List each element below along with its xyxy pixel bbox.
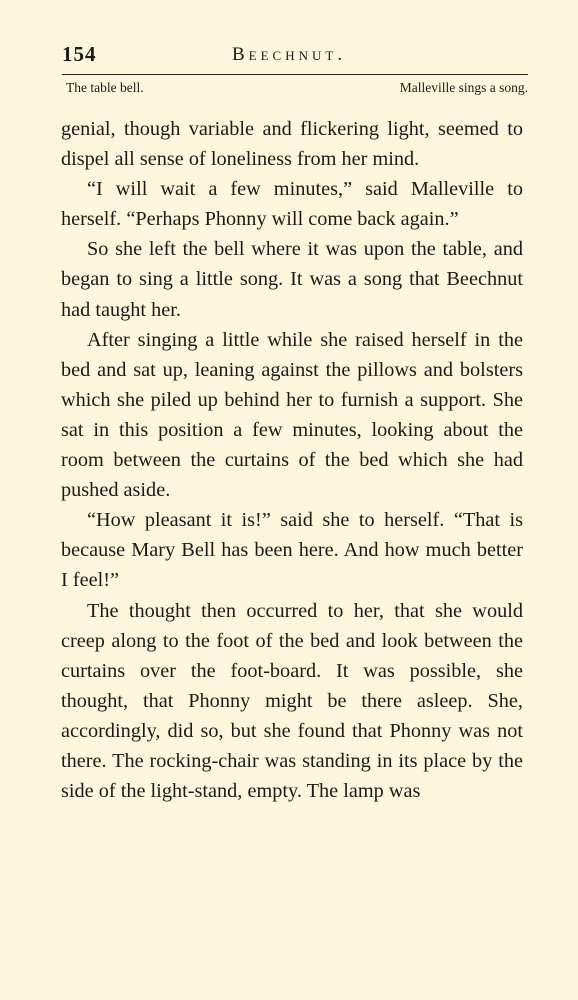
header-rule	[62, 74, 528, 75]
subheader-right: Malleville sings a song.	[399, 80, 528, 95]
subheader-left: The table bell.	[66, 80, 144, 95]
page-number: 154	[62, 42, 97, 66]
paragraph: “How pleasant it is!” said she to herself. “That is because Mary Bell has been here. And how much better I feel!”	[61, 509, 523, 592]
page-header	[62, 42, 522, 72]
paragraph: The thought then occurred to her, that she would creep along to the foot of the bed and look between the curtains over the foot-board. It was possible, she thought, that Phonny might be there asleep. She, accordingly, did so, but she found that Phonny was not there. The rocking-chair was standing in its place by the side of the light-stand, empty. The lamp was	[61, 599, 523, 803]
section-headings	[66, 80, 528, 98]
paragraph: So she left the bell where it was upon the table, and began to sing a little song. It was a song that Beechnut had taught her.	[61, 238, 523, 321]
body-text	[61, 114, 523, 806]
paragraph: “I will wait a few minutes,” said Malleville to herself. “Perhaps Phonny will come back again.”	[61, 178, 523, 231]
paragraph: After singing a little while she raised herself in the bed and sat up, leaning against the pillows and bolsters which she piled up behind her to furnish a support. She sat in this position a few minutes, looking about the room between the curtains of the bed which she had pushed aside.	[61, 328, 523, 502]
running-title: Beechnut.	[232, 44, 347, 65]
paragraph: genial, though variable and flickering light, seemed to dispel all sense of loneliness from her mind.	[61, 118, 523, 171]
